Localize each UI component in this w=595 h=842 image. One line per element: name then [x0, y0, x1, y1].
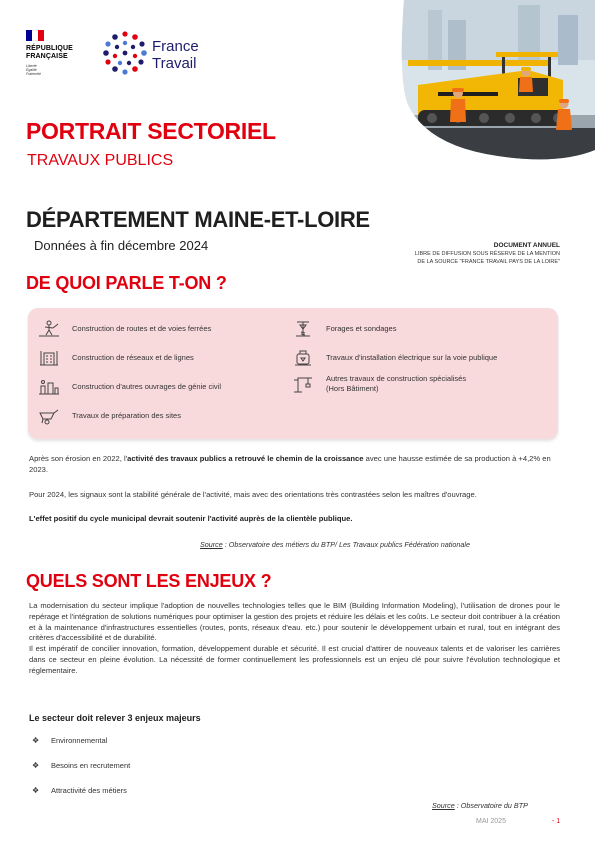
paragraph-growth-text-1: Après son érosion en 2022, l' — [29, 454, 128, 463]
rf-line-2: FRANÇAISE — [26, 53, 68, 60]
france-travail-dots-icon — [102, 30, 148, 76]
road-worker-icon — [36, 318, 62, 340]
france-travail-logo — [102, 30, 232, 80]
paragraph-municipal-cycle: L'effet positif du cycle municipal devrait soutenir l'activité auprès de la clientèle publique. — [29, 514, 353, 523]
activity-item — [290, 374, 466, 396]
rf-motto-1: Liberté — [26, 64, 37, 68]
activity-label-line-1: Autres travaux de construction spécialisés — [326, 374, 467, 383]
activity-label: Travaux d'installation électrique sur la voie publique — [326, 353, 498, 362]
activity-item — [36, 376, 221, 398]
rf-motto-2: Égalité — [26, 68, 37, 72]
data-date-line: Données à fin décembre 2024 — [34, 238, 209, 253]
diamond-bullet-icon: ❖ — [32, 786, 40, 795]
street-lamp-icon — [290, 347, 316, 369]
page-subtitle: TRAVAUX PUBLICS — [27, 152, 174, 169]
activities-box — [28, 308, 558, 439]
ft-line-1: France — [152, 38, 199, 55]
source-text: : Observatoire du BTP — [454, 801, 528, 810]
activity-item — [36, 405, 181, 427]
activity-label: Construction d'autres ouvrages de génie civil — [72, 382, 222, 391]
section-title-de-quoi-parle-t-on: DE QUOI PARLE T-ON ? — [26, 273, 227, 293]
source-label: Source — [432, 801, 455, 810]
ft-line-2: Travail — [152, 55, 197, 72]
france-travail-wordmark — [152, 38, 199, 72]
paragraph-modernisation — [29, 601, 560, 677]
enjeu-label: Attractivité des métiers — [51, 786, 127, 795]
paragraph-growth — [29, 454, 560, 476]
activity-label: Construction de routes et de voies ferrées — [72, 324, 212, 333]
paragraph-2024-signals: Pour 2024, les signaux sont la stabilité générale de l'activité, mais avec des orientations très contrastées selon les maîtres d'ouvrage. — [29, 490, 477, 499]
french-flag-icon — [26, 30, 44, 41]
source-note-2 — [432, 801, 528, 810]
document-annuel-notice — [360, 241, 560, 266]
footer-date: MAI 2025 — [476, 818, 506, 825]
network-building-icon — [36, 347, 62, 369]
paragraph-growth-bold: activité des travaux publics a retrouvé le chemin de la croissance — [127, 454, 364, 463]
paragraph-growth-text-2: avec une hausse estimée de sa production à +4,2% en 2023. — [29, 454, 551, 474]
diamond-bullet-icon: ❖ — [32, 736, 40, 745]
crane-icon — [290, 374, 316, 396]
enjeu-label: Environnemental — [51, 736, 108, 745]
activity-label: Construction de réseaux et de lignes — [72, 353, 194, 362]
civil-works-icon — [36, 376, 62, 398]
enjeux-heading: Le secteur doit relever 3 enjeux majeurs — [29, 713, 201, 723]
page-number: - 1 — [552, 818, 561, 825]
section-title-enjeux: QUELS SONT LES ENJEUX ? — [26, 571, 272, 591]
rf-line-1: RÉPUBLIQUE — [26, 45, 73, 52]
activity-label: Travaux de préparation des sites — [72, 411, 181, 420]
republique-francaise-logo — [26, 30, 96, 76]
diamond-bullet-icon: ❖ — [32, 761, 40, 770]
paragraph-modernisation-text: La modernisation du secteur implique l'adoption de nouvelles technologies telles que le BIM (Building Information Modeling), l'utilisation de drones pour le repérage et l'intégration de solutions numériques pour optimiser la gestion des projets et réduire les délais et les coûts. Le secteur doit contribuer à la création et à la maintenance d'infrastructures essentielles (routes, ponts, réseaux d'eau. etc.) pour soutenir le développement urbain et rural, tout en intégrant des critères d'accessibilité et de durabilité. — [29, 601, 560, 643]
page-title: PORTRAIT SECTORIEL — [26, 118, 276, 144]
document-annuel-line-1: LIBRE DE DIFFUSION SOUS RÉSERVE DE LA MENTION — [414, 251, 560, 257]
enjeu-item — [32, 761, 130, 770]
drilling-icon — [290, 318, 316, 340]
paving-machine-illustration — [398, 0, 595, 160]
activity-label: Forages et sondages — [326, 324, 397, 333]
activity-item — [36, 318, 211, 340]
document-annuel-line-2: DE LA SOURCE "FRANCE TRAVAIL PAYS DE LA LOIRE" — [417, 259, 560, 265]
activity-item — [290, 347, 497, 369]
activity-item — [36, 347, 194, 369]
source-note-1 — [200, 540, 470, 549]
source-label: Source — [200, 540, 223, 549]
source-text: : Observatoire des métiers du BTP/ Les Travaux publics Fédération nationale — [222, 540, 470, 549]
enjeu-item — [32, 736, 107, 745]
enjeu-item — [32, 786, 127, 795]
activity-label — [326, 374, 466, 394]
wheelbarrow-icon — [36, 405, 62, 427]
paragraph-innovation-text: Il est impératif de concilier innovation, formation, développement durable et sécurité. Il est crucial d'attirer de nouveaux talents et de valoriser les carrières dans ce secteur en pleine évolution. La nécessité de former continuellement les professionnels est un enjeu clé pour suivre l'évolution technologique et réglementaire. — [29, 644, 560, 675]
department-title: DÉPARTEMENT MAINE-ET-LOIRE — [26, 207, 370, 232]
rf-motto — [26, 64, 96, 76]
activity-item — [290, 318, 396, 340]
activity-label-line-2: (Hors Bâtiment) — [326, 384, 379, 393]
enjeu-label: Besoins en recrutement — [51, 761, 131, 770]
document-annuel-title: DOCUMENT ANNUEL — [493, 242, 560, 249]
rf-motto-3: Fraternité — [26, 72, 41, 76]
